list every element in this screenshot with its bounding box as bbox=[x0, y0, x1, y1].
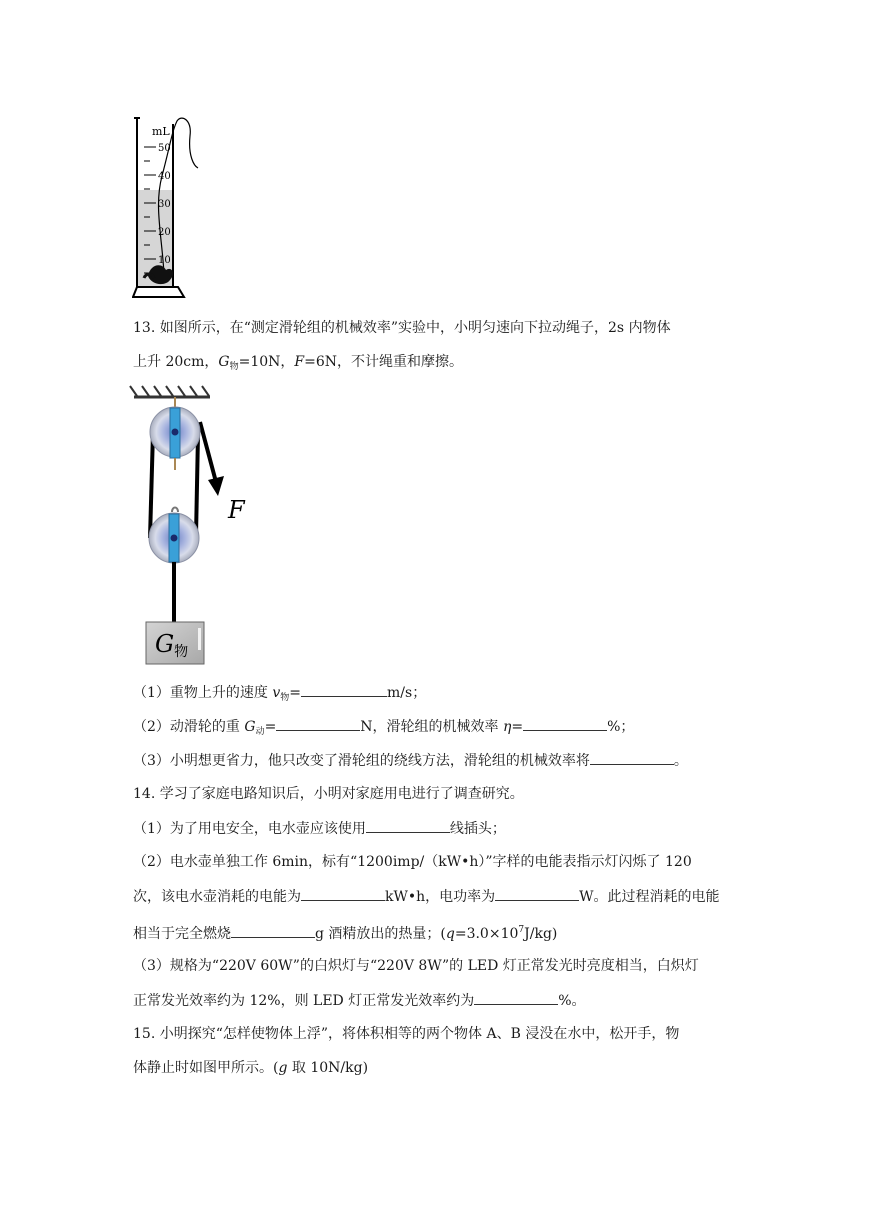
answer-blank[interactable] bbox=[301, 886, 385, 901]
q14-part1 bbox=[133, 818, 506, 839]
q13-intro-text: =6N，不计绳重和摩擦。 bbox=[304, 354, 463, 370]
g-symbol: G bbox=[218, 354, 230, 370]
q14-intro: 14. 学习了家庭电路知识后，小明对家庭用电进行了调查研究。 bbox=[133, 786, 524, 802]
q13-intro-line2 bbox=[133, 352, 463, 377]
q14-part1-text: 线插头； bbox=[449, 821, 506, 837]
pulley-system-figure bbox=[128, 384, 268, 670]
q13-intro-line1: 13. 如图所示，在“测定滑轮组的机械效率”实验中，小明匀速向下拉动绳子，2s 内物体 bbox=[133, 320, 671, 336]
cylinder-tick-label: 30 bbox=[158, 199, 171, 210]
q14-part1-text: （1）为了用电安全，电水壶应该使用 bbox=[133, 821, 366, 837]
q14-part2-text: kW•h，电功率为 bbox=[385, 889, 496, 905]
q13-part2-text: = bbox=[264, 719, 277, 735]
cylinder-tick-label: 20 bbox=[158, 227, 171, 238]
answer-blank[interactable] bbox=[366, 818, 450, 833]
q15-text: 体静止时如图甲所示。( bbox=[133, 1060, 279, 1076]
q13-intro-text: 上升 20cm， bbox=[133, 354, 219, 370]
weight-g-subscript: 物 bbox=[174, 644, 189, 660]
answer-blank[interactable] bbox=[276, 716, 360, 731]
q13-part2-text: = bbox=[511, 719, 524, 735]
g-subscript: 物 bbox=[229, 362, 239, 372]
q14-part2-text: 次，该电水壶消耗的电能为 bbox=[133, 889, 301, 905]
answer-blank[interactable] bbox=[474, 990, 558, 1005]
q14-part2-text: =3.0×10 bbox=[454, 926, 519, 942]
answer-blank[interactable] bbox=[590, 750, 674, 765]
weight-g-symbol: G bbox=[155, 630, 175, 658]
exponent: 7 bbox=[518, 925, 525, 935]
q13-part3 bbox=[133, 750, 688, 771]
cylinder-tick-label: 40 bbox=[158, 171, 171, 182]
q13-part2-text: （2）动滑轮的重 bbox=[133, 719, 245, 735]
q13-part1 bbox=[133, 682, 426, 708]
q14-part3-text: 正常发光效率约为 12%，则 LED 灯正常发光效率约为 bbox=[133, 993, 475, 1009]
g-symbol: G bbox=[244, 719, 256, 735]
q15-line1: 15. 小明探究“怎样使物体上浮”，将体积相等的两个物体 A、B 浸没在水中，松开手，物 bbox=[133, 1026, 680, 1042]
v-symbol: v bbox=[272, 685, 281, 701]
q15-text: 取 10N/kg) bbox=[287, 1060, 369, 1076]
q15-line2 bbox=[133, 1058, 368, 1078]
q14-part2-line1: （2）电水壶单独工作 6min，标有“1200imp/（kW•h）”字样的电能表指示灯闪烁了 120 bbox=[133, 854, 692, 870]
q14-part2-text: 相当于完全燃烧 bbox=[133, 926, 231, 942]
f-symbol: F bbox=[294, 354, 305, 370]
q14-part2-text: J/kg) bbox=[524, 926, 558, 942]
q14-part3-line2 bbox=[133, 990, 586, 1011]
q13-intro-text: =10N， bbox=[238, 354, 295, 370]
q-symbol: q bbox=[445, 926, 455, 942]
cylinder-unit-label: mL bbox=[152, 125, 170, 138]
q13-part1-text: （1）重物上升的速度 bbox=[133, 685, 273, 701]
graduated-cylinder-figure bbox=[132, 116, 212, 302]
cylinder-tick-label: 10 bbox=[158, 255, 171, 266]
answer-blank[interactable] bbox=[231, 923, 315, 938]
g-subscript: 动 bbox=[255, 727, 265, 737]
v-subscript: 物 bbox=[280, 693, 290, 703]
q14-part3-line1: （3）规格为“220V 60W”的白炽灯与“220V 8W”的 LED 灯正常发光时亮度相当，白炽灯 bbox=[133, 958, 699, 974]
q14-part2-text: g 酒精放出的热量；( bbox=[315, 926, 446, 942]
q13-part3-text: （3）小明想更省力，他只改变了滑轮组的绕线方法，滑轮组的机械效率将 bbox=[133, 753, 590, 769]
q13-part2-text: %； bbox=[607, 719, 635, 735]
g-symbol: g bbox=[278, 1060, 288, 1076]
q14-part2-line2 bbox=[133, 886, 720, 907]
q14-part2-text: W。此过程消耗的电能 bbox=[579, 889, 720, 905]
q14-part2-line3 bbox=[133, 920, 557, 944]
q13-part2-text: N，滑轮组的机械效率 bbox=[360, 719, 503, 735]
q13-part2 bbox=[133, 716, 634, 742]
eta-symbol: η bbox=[503, 719, 512, 735]
cylinder-tick-label: 50 bbox=[158, 143, 171, 154]
q13-part3-text: 。 bbox=[673, 753, 688, 769]
answer-blank[interactable] bbox=[495, 886, 579, 901]
answer-blank[interactable] bbox=[523, 716, 607, 731]
q13-part1-text: = bbox=[289, 685, 302, 701]
answer-blank[interactable] bbox=[301, 682, 387, 697]
force-f-label: F bbox=[228, 496, 245, 524]
q14-part3-text: %。 bbox=[558, 993, 586, 1009]
q13-part1-text: m/s； bbox=[387, 685, 427, 701]
